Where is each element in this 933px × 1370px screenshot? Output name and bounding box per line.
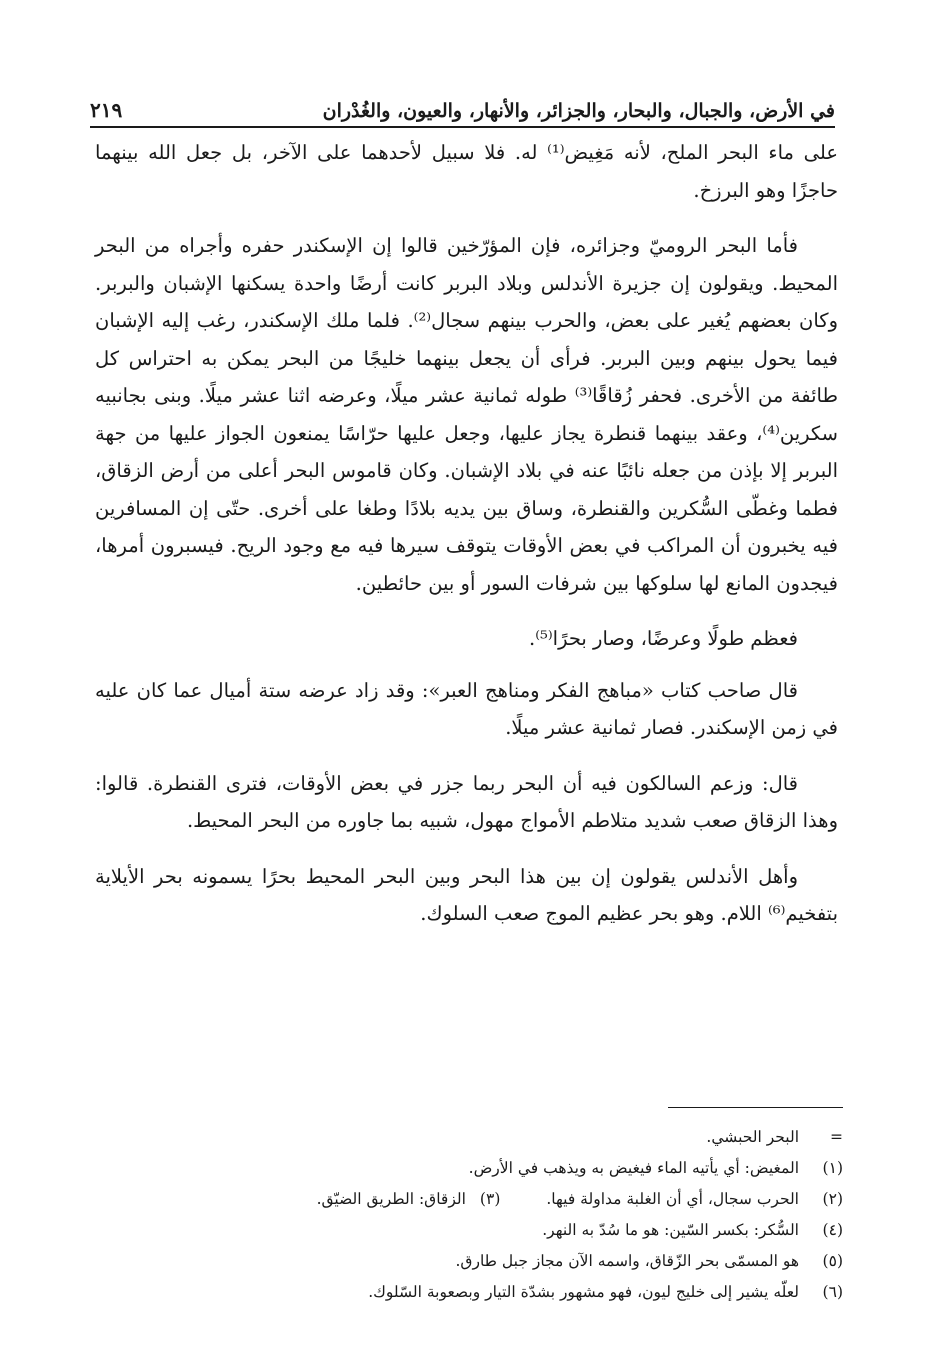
header-rule	[90, 126, 835, 128]
footnote-text: هو المسمّى بحر الزّقاق، واسمه الآن مجاز جبل طارق.	[455, 1252, 799, 1270]
footnote-text: الحرب سجال، أي أن الغلبة مداولة فيها.	[546, 1190, 799, 1208]
footnote-mark: (١)	[822, 1159, 843, 1177]
footnote-text: البحر الحبشي.	[706, 1128, 799, 1146]
paragraph-2: فأما البحر الروميّ وجزائره، فإن المؤرّخين قالوا إن الإسكندر حفره وأجراه من البحر المحيط. ويقولون إن جزيرة الأندلس وبلاد البربر كانت أرضًا واحدة يسكنها الإشبان والبربر. وكان بعضهم يُغير على بعض، والحرب بينهم سجال⁽²⁾. فلما ملك الإسكندر، رغب إليه الإشبان فيما يحول بينهم وبين البربر. فرأى أن يجعل بينهما خليجًا من البحر يمكن به احتراس كل طائفة من الأخرى. فحفر زُقاقًا⁽³⁾ طوله ثمانية عشر ميلًا، وعرضه اثنا عشر ميلًا. وبنى بجانبيه سكرين⁽⁴⁾، وعقد بينهما قنطرة يجاز عليها، وجعل عليها حرّاسًا يمنعون الجواز عليها من جهة البربر إلا بإذن من جعله نائبًا عنه في بلاد الإشبان. وكان قاموس البحر أعلى من أرض الزقاق، فطما وغطّى السُّكرين والقنطرة، وساق بين يديه بلادًا وطغا على أخرى. حتّى إن المسافرين فيه يخبرون أن المراكب في بعض الأوقات يتوقف سيرها فيه مع وجود الريح. فيسبرون أمرها، فيجدون المانع لها سلوكها بين شرفات السور أو بين حائطين.	[95, 234, 838, 595]
footnote-5	[95, 1246, 843, 1277]
body-text	[95, 134, 838, 951]
running-title: في الأرض، والجبال، والبحار، والجزائر، والأنهار، والعيون، والغُدْران	[322, 100, 835, 122]
footnote-1	[95, 1153, 843, 1184]
footnote-text: لعلّه يشير إلى خليج ليون، فهو مشهور بشدّة التيار وبصعوبة السّلوك.	[368, 1283, 799, 1301]
footnote-text: السُّكر: بكسر السّين: هو ما سُدّ به النهر.	[542, 1221, 799, 1239]
paragraph-6: وأهل الأندلس يقولون إن بين هذا البحر وبين البحر المحيط بحرًا يسمونه بحر الأيلاية بتفخيم⁽⁶⁾ اللام. وهو بحر عظيم الموج صعب السلوك.	[95, 864, 838, 925]
footnote-continued	[95, 1122, 843, 1153]
paragraph-1: على ماء البحر الملح، لأنه مَغِيض⁽¹⁾ له. فلا سبيل لأحدهما على الآخر، بل جعل الله بينهما حاجزًا وهو البرزخ.	[95, 141, 838, 202]
footnote-mark-secondary: (٣)	[479, 1190, 501, 1208]
paragraph-5: قال: وزعم السالكون فيه أن البحر ربما جزر في بعض الأوقات، فترى القنطرة. قالوا: وهذا الزقاق صعب شديد متلاطم الأمواج مهول، شبيه بما جاوره من البحر المحيط.	[95, 771, 838, 832]
footnotes	[95, 1122, 843, 1308]
footnote-mark: (٢)	[822, 1190, 843, 1208]
footnote-2-3	[95, 1184, 843, 1215]
page-number: ٢١٩	[90, 98, 123, 122]
footnote-4	[95, 1215, 843, 1246]
footnote-rule	[668, 1107, 843, 1108]
footnote-mark: =	[830, 1128, 843, 1146]
footnote-text-secondary: الزقاق: الطريق الضيّق.	[316, 1190, 466, 1208]
paragraph-4: قال صاحب كتاب «مباهج الفكر ومناهج العبر»: وقد زاد عرضه ستة أميال عما كان عليه في زمن الإسكندر. فصار ثمانية عشر ميلًا.	[95, 678, 838, 739]
running-head	[90, 82, 835, 122]
footnote-mark: (٦)	[822, 1283, 843, 1301]
footnote-6	[95, 1277, 843, 1308]
footnote-text: المغيض: أي يأتيه الماء فيغيض به ويذهب في الأرض.	[468, 1159, 799, 1177]
footnote-mark: (٤)	[822, 1221, 843, 1239]
footnote-mark: (٥)	[822, 1252, 843, 1270]
paragraph-3: فعظم طولًا وعرضًا، وصار بحرًا⁽⁵⁾.	[529, 627, 798, 650]
